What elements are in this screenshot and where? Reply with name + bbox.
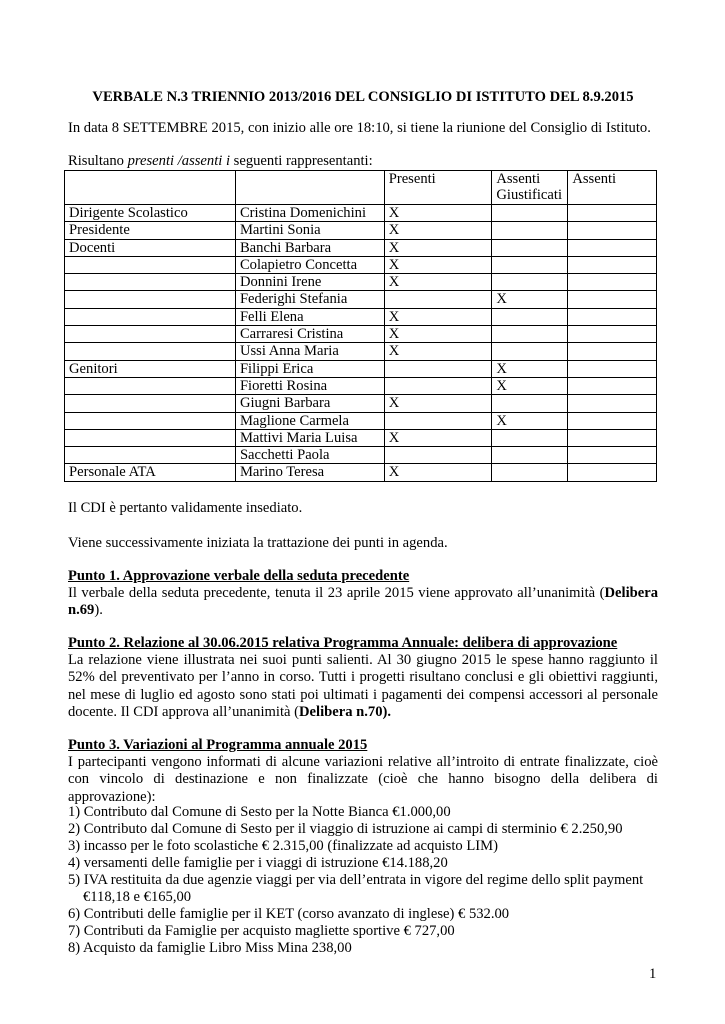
table-cell <box>492 222 568 239</box>
table-cell: X <box>384 274 492 291</box>
table-cell: X <box>384 222 492 239</box>
delibera-69: Delibera n.69 <box>68 585 658 619</box>
table-cell <box>492 256 568 273</box>
punto2-text: La relazione viene illustrata nei suoi punti salienti. Al 30 giugno 2015 le spese hanno raggiunto il 52% del preventivato per l’anno in corso. Tutti i progetti risultano conclusi e gli obiettivi raggiunti, nel mese di luglio ed agosto sono stati poi ultimati i pagamenti dei compensi accessori al personale docente. Il CDI approva all’unanimità (Delibera n.70). <box>68 652 658 720</box>
table-cell: Filippi Erica <box>235 360 384 377</box>
table-cell <box>568 447 657 464</box>
table-cell: Federighi Stefania <box>235 291 384 308</box>
table-row <box>65 256 657 273</box>
table-cell: Personale ATA <box>65 464 236 481</box>
table-row <box>65 274 657 291</box>
table-cell <box>384 412 492 429</box>
table-cell <box>492 308 568 325</box>
table-cell: Martini Sonia <box>235 222 384 239</box>
table-cell <box>568 239 657 256</box>
table-cell: X <box>384 395 492 412</box>
table-cell: X <box>384 429 492 446</box>
table-cell <box>65 429 236 446</box>
table-cell: Fioretti Rosina <box>235 377 384 394</box>
punto1-heading: Punto 1. Approvazione verbale della seduta precedente <box>68 568 410 584</box>
table-cell <box>384 291 492 308</box>
table-cell: Dirigente Scolastico <box>65 205 236 222</box>
table-cell: X <box>384 308 492 325</box>
punto3-heading: Punto 3. Variazioni al Programma annuale 2015 <box>68 737 368 753</box>
table-cell <box>65 308 236 325</box>
table-cell: Docenti <box>65 239 236 256</box>
table-cell <box>568 429 657 446</box>
table-cell <box>65 326 236 343</box>
table-row <box>65 222 657 239</box>
table-cell <box>384 360 492 377</box>
table-cell <box>568 205 657 222</box>
delibera-70: Delibera n.70). <box>299 703 392 720</box>
table-cell: Colapietro Concetta <box>235 256 384 273</box>
attendance-intro-italic: presenti /assenti i <box>127 153 231 169</box>
table-cell <box>65 256 236 273</box>
table-row <box>65 239 657 256</box>
table-cell <box>65 395 236 412</box>
table-cell <box>568 256 657 273</box>
table-cell <box>568 377 657 394</box>
table-cell: Giugni Barbara <box>235 395 384 412</box>
table-cell: X <box>492 360 568 377</box>
page-number: 1 <box>649 966 657 982</box>
list-item: 1) Contributo dal Comune di Sesto per la Notte Bianca €1.000,00 <box>68 804 451 820</box>
table-cell: X <box>492 377 568 394</box>
table-cell: X <box>384 343 492 360</box>
table-cell <box>65 377 236 394</box>
table-cell: Felli Elena <box>235 308 384 325</box>
list-item: 5) IVA restituita da due agenzie viaggi per via dell’entrata in vigore del regime dello split payment <box>68 872 644 888</box>
table-header-row <box>65 171 657 205</box>
table-cell <box>492 429 568 446</box>
table-cell <box>492 395 568 412</box>
table-cell: Ussi Anna Maria <box>235 343 384 360</box>
table-cell <box>568 395 657 412</box>
table-cell: Banchi Barbara <box>235 239 384 256</box>
table-cell <box>568 412 657 429</box>
document-title: VERBALE N.3 TRIENNIO 2013/2016 DEL CONSIGLIO DI ISTITUTO DEL 8.9.2015 <box>92 89 634 105</box>
list-item: 4) versamenti delle famiglie per i viaggi di istruzione €14.188,20 <box>68 855 448 871</box>
table-cell: X <box>384 239 492 256</box>
table-row <box>65 377 657 394</box>
list-item: 6) Contributi delle famiglie per il KET (corso avanzato di inglese) € 532.00 <box>68 906 510 922</box>
table-cell: X <box>384 326 492 343</box>
table-cell <box>384 377 492 394</box>
table-cell: X <box>492 412 568 429</box>
table-cell <box>492 464 568 481</box>
table-cell <box>65 447 236 464</box>
table-cell: Donnini Irene <box>235 274 384 291</box>
table-cell <box>492 239 568 256</box>
table-row <box>65 412 657 429</box>
table-cell <box>492 274 568 291</box>
table-header-cell: Assenti Giustificati <box>492 171 568 205</box>
table-header-cell: Assenti <box>568 171 657 205</box>
table-row <box>65 464 657 481</box>
table-cell <box>492 205 568 222</box>
table-row <box>65 360 657 377</box>
table-cell: Sacchetti Paola <box>235 447 384 464</box>
list-item: 7) Contributi da Famiglie per acquisto magliette sportive € 727,00 <box>68 923 455 939</box>
table-cell: Genitori <box>65 360 236 377</box>
list-item: 3) incasso per le foto scolastiche € 2.315,00 (finalizzate ad acquisto LIM) <box>68 838 498 854</box>
attendance-intro: Risultano presenti /assenti i seguenti rappresentanti: <box>68 153 373 169</box>
list-item: 2) Contributo dal Comune di Sesto per il viaggio di istruzione ai campi di sterminio € 2.250,90 <box>68 821 623 837</box>
table-cell: Carraresi Cristina <box>235 326 384 343</box>
table-row <box>65 326 657 343</box>
table-cell <box>65 343 236 360</box>
table-cell <box>568 308 657 325</box>
table-header-cell <box>65 171 236 205</box>
table-cell <box>568 291 657 308</box>
table-cell <box>492 447 568 464</box>
table-cell <box>65 412 236 429</box>
table-cell <box>384 447 492 464</box>
table-cell <box>568 343 657 360</box>
table-cell: Presidente <box>65 222 236 239</box>
table-cell: Mattivi Maria Luisa <box>235 429 384 446</box>
table-row <box>65 429 657 446</box>
table-cell <box>65 291 236 308</box>
list-item: 8) Acquisto da famiglie Libro Miss Mina 238,00 <box>68 940 352 956</box>
table-header-cell <box>235 171 384 205</box>
table-cell <box>492 343 568 360</box>
table-row <box>65 343 657 360</box>
table-cell <box>568 326 657 343</box>
table-row <box>65 291 657 308</box>
punto3-text: I partecipanti vengono informati di alcune variazioni relative all’introito di entrate finalizzate, cioè con vincolo di destinazione e non finalizzate (cioè che hanno bisogno della delibera di approvazione): <box>68 754 658 805</box>
table-cell <box>568 274 657 291</box>
table-cell: X <box>384 464 492 481</box>
table-cell <box>568 360 657 377</box>
list-item-continuation: €118,18 e €165,00 <box>83 889 192 905</box>
table-row <box>65 395 657 412</box>
attendance-table <box>64 170 657 482</box>
table-row <box>65 308 657 325</box>
table-header-cell: Presenti <box>384 171 492 205</box>
table-cell: X <box>384 256 492 273</box>
table-cell <box>492 326 568 343</box>
table-cell <box>568 464 657 481</box>
intro-paragraph: In data 8 SETTEMBRE 2015, con inizio alle ore 18:10, si tiene la riunione del Consiglio di Istituto. <box>68 120 651 136</box>
table-cell: Cristina Domenichini <box>235 205 384 222</box>
table-cell: X <box>384 205 492 222</box>
table-cell <box>568 222 657 239</box>
punto1-text: Il verbale della seduta precedente, tenuta il 23 aprile 2015 viene approvato all’unanimità (Delibera n.69). <box>68 585 658 619</box>
agenda-statement: Viene successivamente iniziata la trattazione dei punti in agenda. <box>68 535 448 551</box>
table-cell: Marino Teresa <box>235 464 384 481</box>
table-row <box>65 447 657 464</box>
table-cell: X <box>492 291 568 308</box>
table-cell <box>65 274 236 291</box>
table-row <box>65 205 657 222</box>
table-cell: Maglione Carmela <box>235 412 384 429</box>
cdi-statement: Il CDI è pertanto validamente insediato. <box>68 500 303 516</box>
punto2-heading: Punto 2. Relazione al 30.06.2015 relativa Programma Annuale: delibera di approvazione <box>68 635 618 651</box>
